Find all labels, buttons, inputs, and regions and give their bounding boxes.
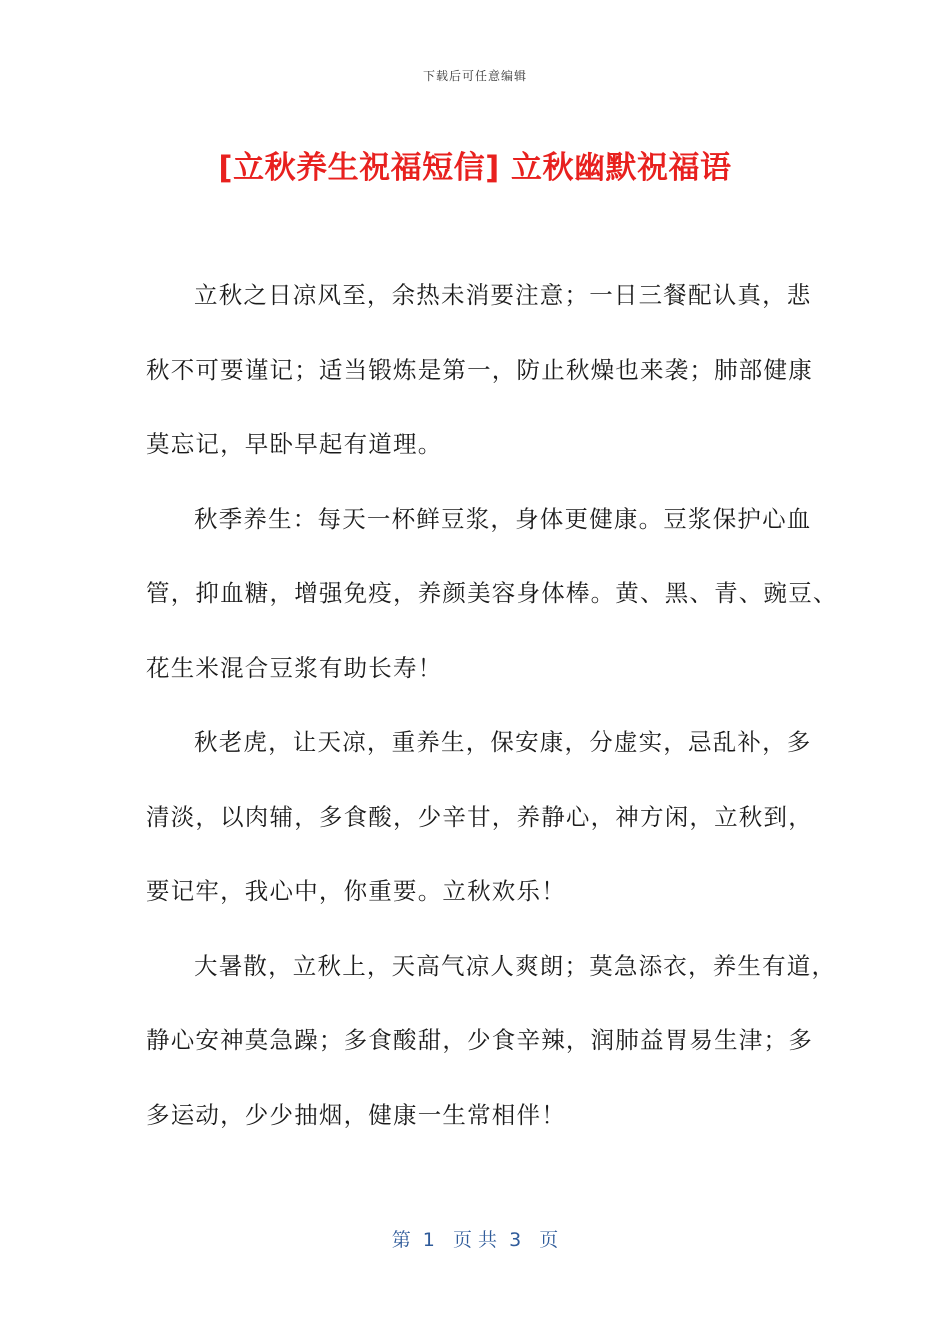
paragraph: [146, 929, 837, 1153]
paragraph-line: 立秋之日凉风至，余热未消要注意；一日三餐配认真，悲: [194, 281, 812, 309]
paragraph-line: 管，抑血糖，增强免疫，养颜美容身体棒。黄、黑、青、豌豆、: [146, 579, 838, 607]
paragraph-line: 要记牢，我心中，你重要。立秋欢乐！: [146, 877, 566, 905]
paragraph-line: 大暑散，立秋上，天高气凉人爽朗；莫急添衣，养生有道，: [194, 951, 837, 980]
header-note: 下载后可任意编辑: [422, 69, 527, 83]
paragraph-line: 静心安神莫急躁；多食酸甜，少食辛辣，润肺益胃易生津；多: [146, 1026, 813, 1054]
paragraph: [146, 482, 838, 706]
paragraph-line: 秋老虎，让天凉，重养生，保安康，分虚实，忌乱补，多: [194, 728, 812, 756]
paragraph-line: 莫忘记，早卧早起有道理。: [146, 430, 443, 458]
paragraph-line: 花生米混合豆浆有助长寿！: [146, 653, 443, 682]
paragraph-line: 秋季养生：每天一杯鲜豆浆，身体更健康。豆浆保护心血: [194, 504, 812, 533]
paragraph-line: 多运动，少少抽烟，健康一生常相伴！: [146, 1100, 566, 1129]
document-body: [146, 258, 838, 1152]
document-title: [立秋养生祝福短信] 立秋幽默祝福语: [218, 150, 732, 186]
paragraph-line: 清淡，以肉辅，多食酸，少辛甘，养静心，神方闲，立秋到，: [146, 802, 813, 831]
paragraph-line: 秋不可要谨记；适当锻炼是第一，防止秋燥也来袭；肺部健康: [146, 355, 813, 384]
page-number-footer: 第 1 页 共 3 页: [391, 1229, 559, 1251]
paragraph: [146, 705, 813, 929]
paragraph: [146, 258, 813, 482]
